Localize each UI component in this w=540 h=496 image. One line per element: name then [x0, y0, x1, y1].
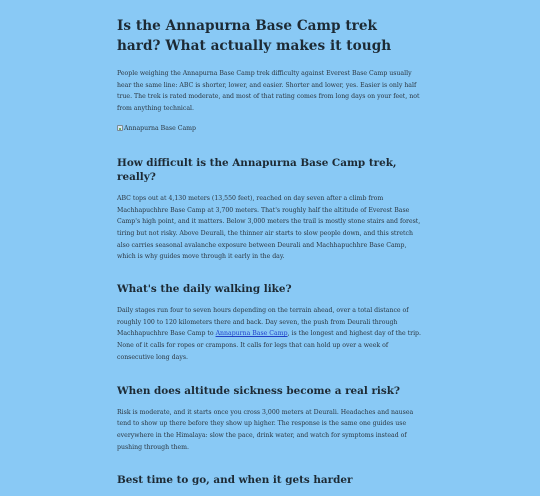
broken-image-icon — [117, 125, 123, 131]
section-body-text: Daily stages run four to seven hours depending on the terrain ahead, over a total distance of roughly 100 to 120 kilometers there and back. Day seven, the push from Deurali through Machhapuchhre Base Camp to — [117, 307, 409, 338]
section-altitude-sickness — [117, 384, 423, 454]
section-body — [117, 305, 423, 364]
section-body-text: , is the longest and highest day of the trip. None of it calls for ropes or crampons. It calls for legs that can hold up over a week of consecutive long days. — [117, 330, 421, 361]
section-body: ABC tops out at 4,130 meters (13,550 feet), reached on day seven after a climb from Machhapuchhre Base Camp at 3,700 meters. That's roughly half the altitude of Everest Base Camp's high point, and it matters. Below 3,000 meters the trail is mostly stone stairs and forest, tiring but not risky. Above Deurali, the thinner air starts to slow people down, and this stretch also carries seasonal avalanche exposure between Deurali and Machhapuchhre Base Camp, which is why guides move through it early in the day. — [117, 194, 421, 261]
article — [117, 16, 423, 496]
article-title: Is the Annapurna Base Camp trek hard? What actually makes it tough — [117, 18, 392, 54]
annapurna-base-camp-link[interactable]: Annapurna Base Camp — [215, 330, 288, 338]
section-heading: Best time to go, and when it gets harder — [117, 474, 353, 487]
section-body: Risk is moderate, and it starts once you cross 3,000 meters at Deurali. Headaches and nausea tend to show up there before they show up higher. The response is the same one guides use everywhere in the Himalaya: slow the pace, drink water, and watch for symptoms instead of pushing through them. — [117, 408, 414, 451]
section-difficulty — [117, 156, 423, 263]
section-heading: When does altitude sickness become a real risk? — [117, 384, 401, 397]
article-intro: People weighing the Annapurna Base Camp trek difficulty against Everest Base Camp usually hear the same line: ABC is shorter, lower, and easier. Shorter and lower, yes. Easier is only half true. The trek is rated moderate, and most of that rating comes from long days on your feet, not from anything technical. — [117, 70, 420, 113]
section-daily-walking — [117, 282, 423, 364]
section-heading: What's the daily walking like? — [117, 283, 292, 296]
article-image — [117, 124, 423, 133]
section-heading: How difficult is the Annapurna Base Camp trek, really? — [117, 156, 397, 183]
section-best-time — [117, 473, 423, 487]
article-image-alt: Annapurna Base Camp — [124, 124, 196, 132]
